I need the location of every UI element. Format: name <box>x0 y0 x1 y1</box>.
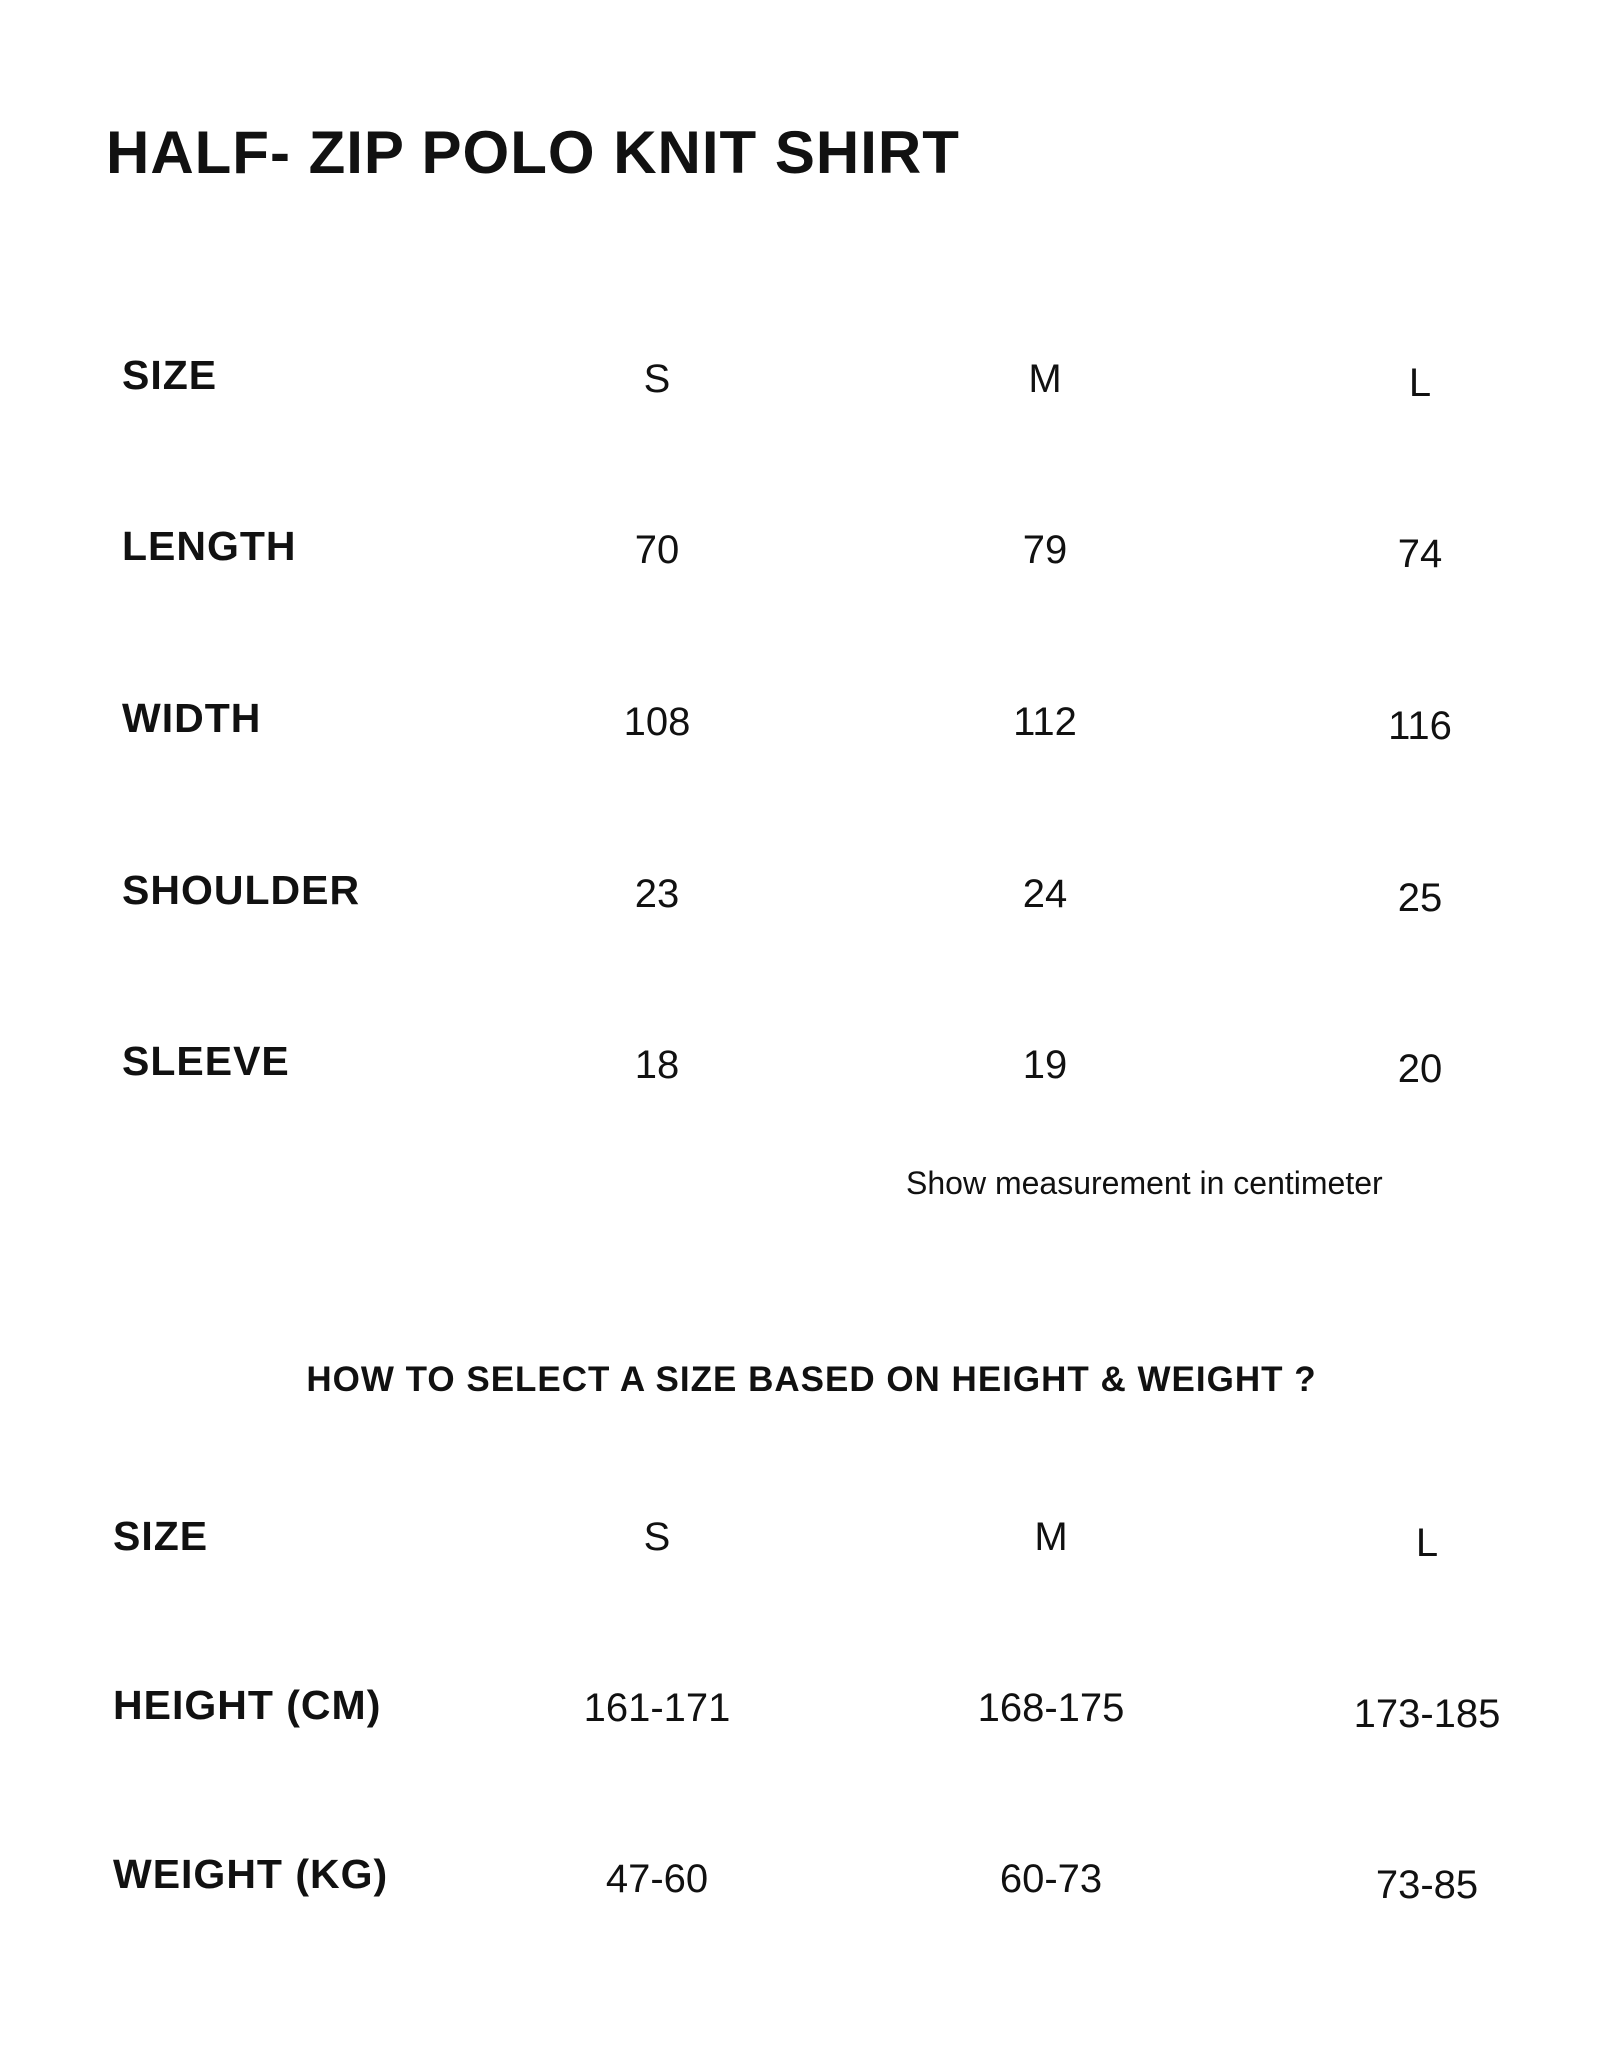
size-l-header: L <box>1408 361 1432 405</box>
sleeve-m-value: 19 <box>1022 1043 1068 1087</box>
size-m-header: M <box>1028 357 1062 401</box>
length-m-value: 79 <box>1022 528 1068 572</box>
length-label: LENGTH <box>122 523 297 569</box>
height-label: HEIGHT (CM) <box>113 1682 382 1728</box>
sleeve-s-value: 18 <box>634 1043 680 1087</box>
unit-note: Show measurement in centimeter <box>906 1165 1383 1201</box>
size-s-header: S <box>643 357 671 401</box>
guide-size-header-label: SIZE <box>113 1513 209 1559</box>
shoulder-s-value: 23 <box>634 872 680 916</box>
guide-size-s-header: S <box>643 1515 671 1559</box>
weight-l-value: 73-85 <box>1375 1863 1479 1907</box>
guide-size-l-header: L <box>1415 1521 1439 1565</box>
width-l-value: 116 <box>1388 704 1452 748</box>
weight-label: WEIGHT (KG) <box>113 1851 389 1897</box>
height-s-value: 161-171 <box>583 1686 731 1730</box>
weight-m-value: 60-73 <box>999 1857 1103 1901</box>
sleeve-l-value: 20 <box>1397 1047 1443 1091</box>
width-label: WIDTH <box>122 695 262 741</box>
page-title: HALF- ZIP POLO KNIT SHIRT <box>106 119 960 186</box>
shoulder-l-value: 25 <box>1397 876 1443 920</box>
width-m-value: 112 <box>1013 700 1077 744</box>
shoulder-m-value: 24 <box>1022 872 1068 916</box>
size-header-label: SIZE <box>122 352 218 398</box>
width-s-value: 108 <box>623 700 691 744</box>
height-m-value: 168-175 <box>977 1686 1125 1730</box>
length-l-value: 74 <box>1397 532 1443 576</box>
weight-s-value: 47-60 <box>605 1857 709 1901</box>
shoulder-label: SHOULDER <box>122 867 361 913</box>
length-s-value: 70 <box>634 528 680 572</box>
guide-size-m-header: M <box>1034 1515 1068 1559</box>
size-guide-heading: HOW TO SELECT A SIZE BASED ON HEIGHT & WEIGHT ? <box>306 1360 1317 1399</box>
height-l-value: 173-185 <box>1353 1692 1501 1736</box>
sleeve-label: SLEEVE <box>122 1038 290 1084</box>
